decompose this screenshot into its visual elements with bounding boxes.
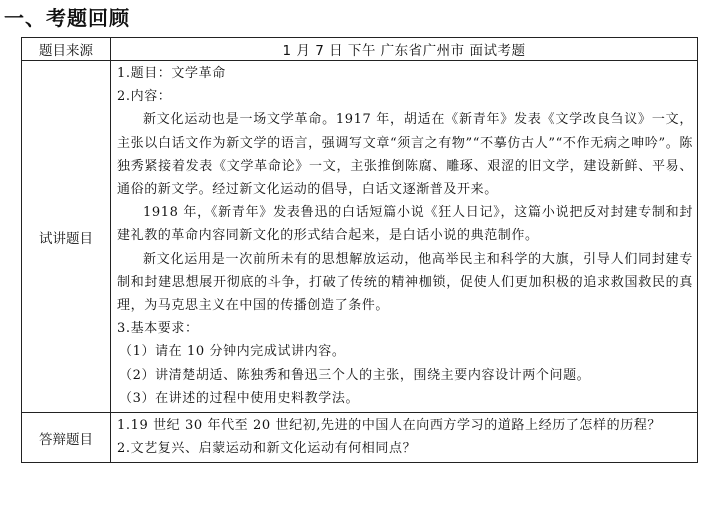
requirement-item: （2）讲清楚胡适、陈独秀和鲁迅三个人的主张，围绕主要内容设计两个问题。 [119, 367, 591, 383]
lecture-cell [111, 61, 698, 413]
requirements-heading: 3.基本要求： [117, 321, 199, 337]
requirement-item: （1）请在 10 分钟内完成试讲内容。 [119, 344, 346, 360]
exam-table [21, 37, 698, 463]
content-paragraph: 新文化运动也是一场文学革命。1917 年，胡适在《新青年》发表《文学改良刍议》一文，主张以白话文作为新文学的语言，强调写文章“须言之有物”“不摹仿古人”“不作无病之呻吟”。陈独秀紧接着发表《文学革命论》一文，主张推倒陈腐、雕琢、艰涩的旧文学，建设新鲜、平易、通俗的新文学。经过新文化运动的倡导，白话文逐渐普及开来。 [117, 112, 693, 198]
lecture-label: 试讲题目 [22, 61, 111, 413]
table-row-source [22, 38, 698, 61]
content-paragraph: 1918 年，《新青年》发表鲁迅的白话短篇小说《狂人日记》，这篇小说把反对封建专制和封建礼教的革命内容同新文化的形式结合起来，是白话小说的典范制作。 [117, 205, 693, 244]
debate-content [111, 413, 697, 462]
content-paragraph: 新文化运用是一次前所未有的思想解放运动，他高举民主和科学的大旗，引导人们同封建专制和封建思想展开彻底的斗争，打破了传统的精神枷锁，促使人们更加积极的追求救国救民的真理，为马克思主义在中国的传播创造了条件。 [117, 251, 693, 314]
content-heading: 2.内容： [117, 89, 172, 105]
debate-cell [111, 413, 698, 463]
source-value: 1 月 7 日 下午 广东省广州市 面试考题 [111, 38, 698, 61]
debate-label: 答辩题目 [22, 413, 111, 463]
source-label: 题目来源 [22, 38, 111, 61]
debate-question: 2.文艺复兴、启蒙运动和新文化运动有何相同点？ [117, 441, 417, 457]
section-title: 一、考题回顾 [4, 6, 130, 30]
debate-question: 1.19 世纪 30 年代至 20 世纪初,先进的中国人在向西方学习的道路上经历了怎样的历程？ [117, 418, 662, 434]
lecture-content [111, 61, 697, 412]
requirement-item: （3）在讲述的过程中使用史料教学法。 [119, 390, 360, 406]
lecture-topic: 1.题目：文学革命 [117, 66, 226, 81]
table-row-lecture [22, 61, 698, 413]
table-row-debate [22, 413, 698, 463]
